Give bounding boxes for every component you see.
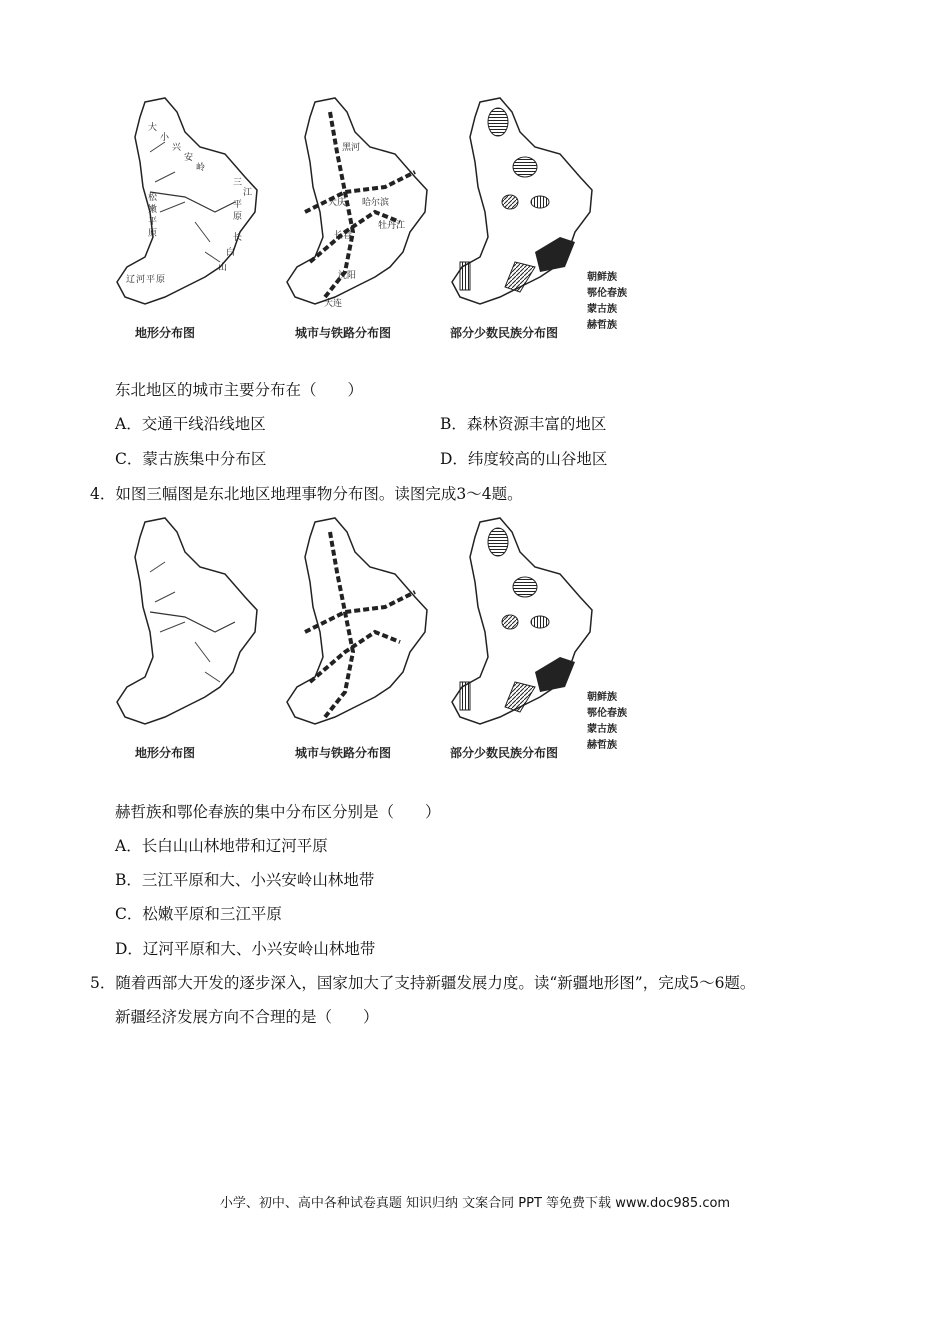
terrain-label: 大 (148, 123, 158, 133)
caption-terrain: 地形分布图 (135, 326, 196, 340)
terrain-label: 辽 (126, 275, 136, 285)
q4-option-c: C．松嫩平原和三江平原 (115, 905, 282, 923)
q5-intro: 5．随着西部大开发的逐步深入，国家加大了支持新疆发展力度。读“新疆地形图”，完成5～6题。 (90, 974, 756, 992)
q4-option-a: A．长白山山林地带和辽河平原 (115, 837, 328, 855)
terrain-label: 兴 (172, 143, 182, 153)
legend-oroqen-2: 鄂伦春族 (587, 708, 627, 719)
legend-hezhe-2: 赫哲族 (587, 740, 617, 751)
terrain-label: 白 (226, 248, 236, 258)
city-label: 大连 (324, 299, 343, 309)
q4-option-b: B．三江平原和大、小兴安岭山林地带 (115, 871, 375, 889)
terrain-label: 长 (233, 233, 243, 243)
q3-option-a: A．交通干线沿线地区 (115, 415, 266, 433)
q4-stem: 赫哲族和鄂伦春族的集中分布区分别是（ ） (115, 803, 441, 821)
terrain-label: 原 (148, 229, 158, 239)
q3-option-b: B．森林资源丰富的地区 (440, 415, 607, 433)
caption-ethnic-2: 部分少数民族分布图 (450, 746, 559, 760)
terrain-label: 松 (148, 193, 158, 203)
terrain-label: 嫩 (148, 205, 158, 215)
legend-oroqen: 鄂伦春族 (587, 288, 627, 299)
city-label: 牡丹江 (378, 221, 406, 231)
terrain-label: 岭 (196, 163, 206, 173)
legend-korean: 朝鲜族 (587, 272, 617, 283)
q3-option-d: D．纬度较高的山谷地区 (440, 450, 608, 468)
page-footer: 小学、初中、高中各种试卷真题 知识归纳 文案合同 PPT 等免费下载 www.doc985.com (219, 1196, 731, 1211)
terrain-label: 三 (233, 178, 243, 188)
terrain-label: 原 (233, 212, 243, 222)
legend-mongol-2: 蒙古族 (587, 724, 617, 735)
terrain-label: 河 (136, 275, 146, 285)
legend-mongol: 蒙古族 (587, 304, 617, 315)
terrain-label: 小 (160, 133, 170, 143)
terrain-label: 平 (146, 275, 156, 285)
terrain-label: 江 (243, 188, 253, 198)
figure-set-2 (105, 512, 650, 772)
city-label: 黑河 (342, 143, 361, 153)
legend-korean-2: 朝鲜族 (587, 692, 617, 703)
q3-option-c: C．蒙古族集中分布区 (115, 450, 267, 468)
q3-stem: 东北地区的城市主要分布在（ ） (115, 381, 364, 399)
city-label: 长春 (334, 231, 353, 241)
caption-terrain-2: 地形分布图 (135, 746, 196, 760)
caption-railway-2: 城市与铁路分布图 (295, 746, 392, 760)
city-label: 大庆 (328, 198, 347, 208)
q4-option-d: D．辽河平原和大、小兴安岭山林地带 (115, 940, 376, 958)
railway-map (287, 98, 427, 304)
northeast-maps-2 (105, 512, 650, 742)
q5-stem: 新疆经济发展方向不合理的是（ ） (115, 1008, 379, 1026)
city-label: 沈阳 (338, 271, 357, 281)
caption-railway: 城市与铁路分布图 (295, 326, 392, 340)
terrain-label: 安 (184, 153, 194, 163)
legend-hezhe: 赫哲族 (587, 320, 617, 331)
terrain-label: 平 (148, 217, 158, 227)
terrain-label: 原 (156, 275, 166, 285)
caption-ethnic: 部分少数民族分布图 (450, 326, 559, 340)
city-label: 哈尔滨 (362, 198, 390, 208)
terrain-label: 平 (233, 200, 243, 210)
q4-intro: 4．如图三幅图是东北地区地理事物分布图。读图完成3～4题。 (90, 485, 523, 503)
ethnic-map (452, 98, 592, 304)
terrain-label: 山 (218, 263, 228, 273)
